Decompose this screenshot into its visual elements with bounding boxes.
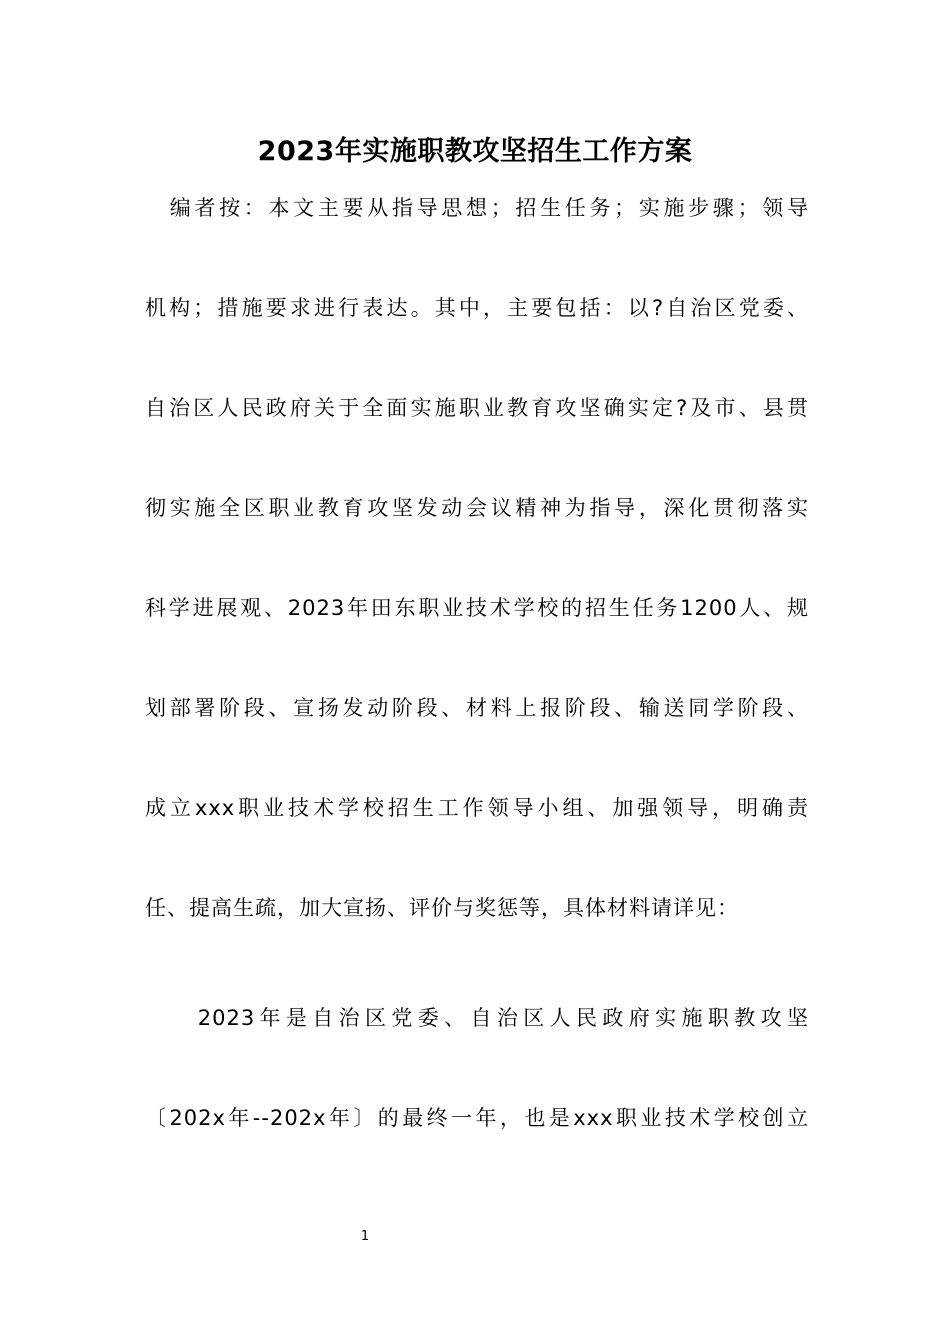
paragraph-line-5: 科学进展观、2023年田东职业技术学校的招生任务1200人、规 xyxy=(145,596,809,620)
paragraph-line-8: 任、提高生疏，加大宣扬、评价与奖惩等，具体材料请详见： xyxy=(145,896,739,920)
document-title: 2023年实施职教攻坚招生工作方案 xyxy=(257,136,693,167)
paragraph-line-2: 机构；措施要求进行表达。其中，主要包括：以?自治区党委、 xyxy=(145,296,809,320)
paragraph-line-4: 彻实施全区职业教育攻坚发动会议精神为指导，深化贯彻落实 xyxy=(145,496,809,520)
paragraph-line-6: 划部署阶段、宣扬发动阶段、材料上报阶段、输送同学阶段、 xyxy=(145,696,809,720)
paragraph-line-10: 〔202x年--202x年〕的最终一年，也是xxx职业技术学校创立 xyxy=(145,1106,809,1130)
paragraph-line-1: 编者按：本文主要从指导思想；招生任务；实施步骤；领导 xyxy=(145,196,809,220)
paragraph-line-3: 自治区人民政府关于全面实施职业教育攻坚确实定?及市、县贯 xyxy=(145,396,809,420)
paragraph-line-9: 2023年是自治区党委、自治区人民政府实施职教攻坚 xyxy=(145,1006,809,1030)
page-number: 1 xyxy=(360,1229,370,1244)
paragraph-line-7: 成立xxx职业技术学校招生工作领导小组、加强领导，明确责 xyxy=(145,796,809,820)
